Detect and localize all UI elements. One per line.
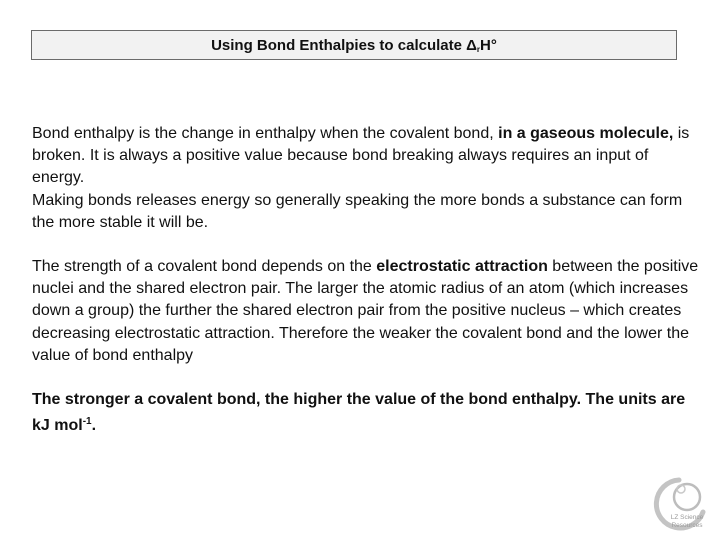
emphasis-electrostatic-attraction: electrostatic attraction	[376, 258, 548, 276]
page-title: Using Bond Enthalpies to calculate $\Delta_rH^\circ$	[211, 36, 497, 54]
lz-science-logo-icon	[646, 474, 712, 536]
logo-text-line1: LZ Science	[670, 514, 704, 521]
units-superscript: -1	[82, 416, 92, 428]
lz-science-logo	[646, 474, 712, 536]
title-subscript: r	[476, 44, 481, 54]
paragraph-conclusion: The stronger a covalent bond, the higher the value of the bond enthalpy. The units are kJ mol$^{-1}$.	[32, 391, 686, 435]
paragraph-bond-enthalpy-definition: Bond enthalpy is the change in enthalpy when the covalent bond, in a gaseous molecule, is broken. It is always a positive value because bond breaking always requires an input of energy.	[32, 125, 690, 187]
title-box	[31, 30, 677, 60]
logo-text-line2: Resources	[671, 522, 703, 529]
paragraph-bond-strength: The strength of a covalent bond depends on the electrostatic attraction between the positive nuclei and the shared electron pair. The larger the atomic radius of an atom (which increases down a group) the further the shared electron pair from the positive nucleus – which creates decreasing electrostatic attraction. Therefore the weaker the covalent bond and the lower the value of bond enthalpy	[32, 258, 699, 364]
emphasis-gaseous-molecule: in a gaseous molecule,	[498, 125, 674, 142]
paragraph-making-bonds: Making bonds releases energy so generally speaking the more bonds a substance can form the more stable it will be.	[32, 191, 683, 231]
body-content	[32, 123, 704, 437]
